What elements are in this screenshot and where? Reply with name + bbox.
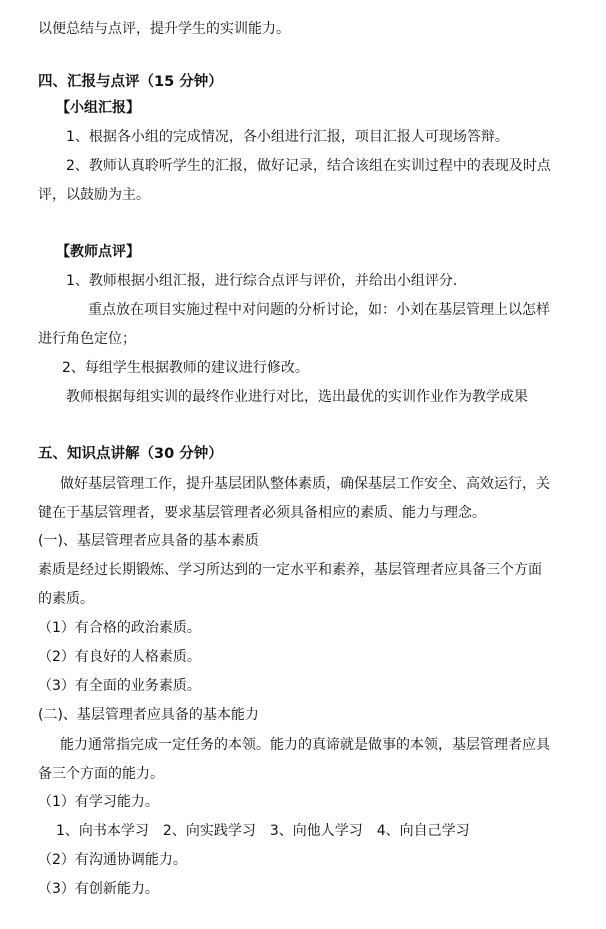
part-2-title: (二)、基层管理者应具备的基本能力 <box>38 707 259 723</box>
part-2-item-1: （1）有学习能力。 <box>38 794 159 810</box>
part-1-desc-line-1: 素质是经过长期锻炼、学习所达到的一定水平和素养，基层管理者应具备三个方面 <box>38 562 542 578</box>
teacher-review-title: 【教师点评】 <box>56 244 140 260</box>
teacher-review-item-1: 1、教师根据小组汇报，进行综合点评与评价，并给出小组评分. <box>66 273 458 289</box>
part-1-item: （2）有良好的人格素质。 <box>38 649 201 665</box>
part-1-item: （1）有合格的政治素质。 <box>38 620 201 636</box>
learning-ways: 1、向书本学习 2、向实践学习 3、向他人学习 4、向自己学习 <box>56 823 470 839</box>
group-report-title: 【小组汇报】 <box>56 100 140 116</box>
part-2-item-2: （2）有沟通协调能力。 <box>38 852 187 868</box>
group-report-item-2-line-2: 评，以鼓励为主。 <box>38 187 150 203</box>
teacher-review-focus-line-2: 进行角色定位； <box>38 331 136 347</box>
teacher-review-focus-line-1: 重点放在项目实施过程中对问题的分析讨论，如：小刘在基层管理上以怎样 <box>88 302 550 318</box>
part-2-item-3: （3）有创新能力。 <box>38 881 159 897</box>
teacher-review-item-2: 2、每组学生根据教师的建议进行修改。 <box>62 360 309 376</box>
group-report-item-2-line-1: 2、教师认真聆听学生的汇报，做好记录，结合该组在实训过程中的表现及时点 <box>66 158 551 174</box>
part-1-desc-line-2: 的素质。 <box>38 591 94 607</box>
teacher-review-final: 教师根据每组实训的最终作业进行对比，选出最优的实训作业作为教学成果 <box>66 389 528 405</box>
section-5-heading: 五、知识点讲解（30 分钟） <box>38 446 223 462</box>
group-report-item-1: 1、根据各小组的完成情况，各小组进行汇报，项目汇报人可现场答辩。 <box>66 129 509 145</box>
intro-text-line: 以便总结与点评，提升学生的实训能力。 <box>38 21 290 37</box>
section-4-heading: 四、汇报与点评（15 分钟） <box>38 74 223 90</box>
part-2-desc-line-2: 备三个方面的能力。 <box>38 766 164 782</box>
section-5-intro-line-1: 做好基层管理工作，提升基层团队整体素质，确保基层工作安全、高效运行，关 <box>60 476 550 492</box>
part-2-desc-line-1: 能力通常指完成一定任务的本领。能力的真谛就是做事的本领，基层管理者应具 <box>60 737 550 753</box>
section-5-intro-line-2: 键在于基层管理者，要求基层管理者必须具备相应的素质、能力与理念。 <box>38 505 486 521</box>
part-1-item: （3）有全面的业务素质。 <box>38 678 201 694</box>
part-1-title: (一)、基层管理者应具备的基本素质 <box>38 533 259 549</box>
